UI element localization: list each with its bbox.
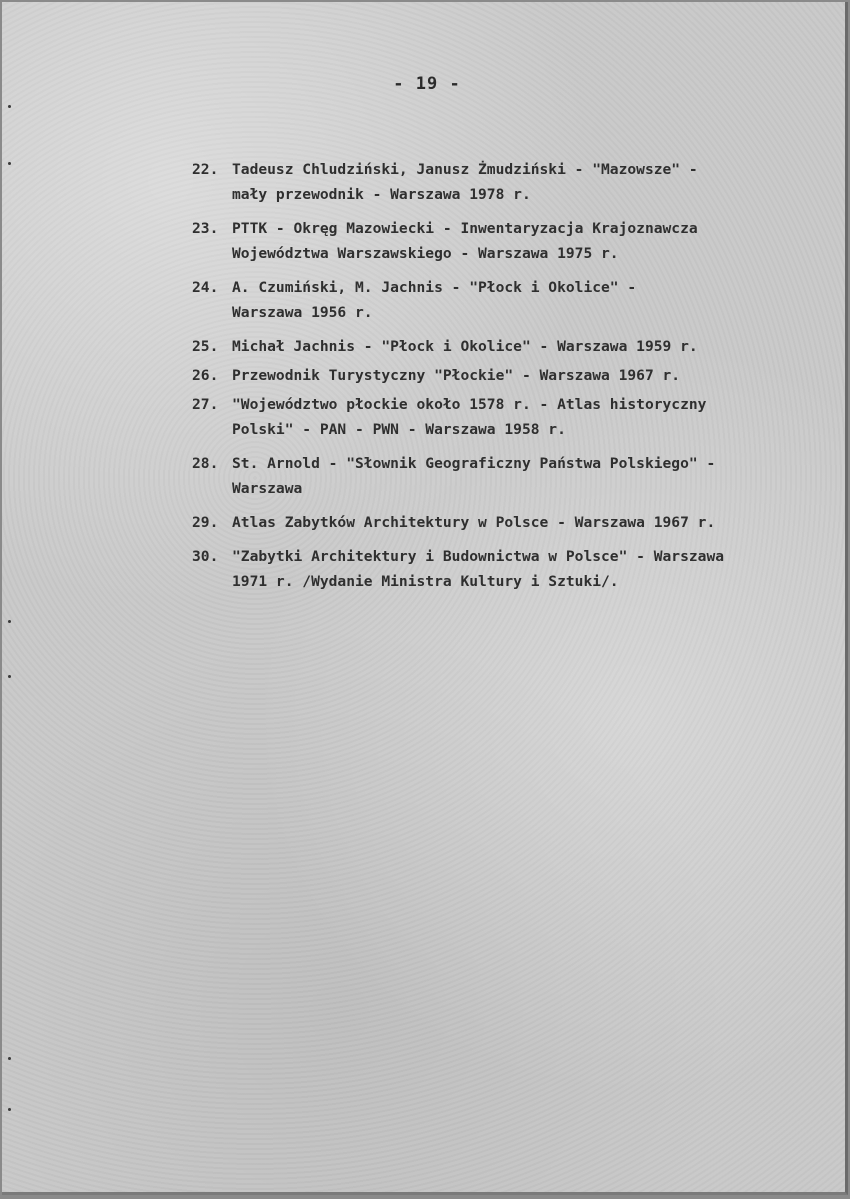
bibliography-entry-29 [192,510,832,535]
page-number: - 19 - [393,74,461,94]
entry-line: Tadeusz Chludziński, Janusz Żmudziński - "Mazowsze" - [232,161,698,178]
bibliography-entry-23 [192,216,832,266]
bibliography-entry-22 [192,157,832,207]
bibliography-entry-28 [192,451,832,501]
entry-line: A. Czumiński, M. Jachnis - "Płock i Okolice" - [232,279,637,296]
entry-line: "Zabytki Architektury i Budownictwa w Polsce" - Warszawa [232,548,725,565]
entry-number: 29. [192,514,219,531]
entry-line: Polski" - PAN - PWN - Warszawa 1958 r. [232,421,566,438]
entry-line: 1971 r. /Wydanie Ministra Kultury i Sztuki/. [232,573,619,590]
margin-mark [8,620,11,623]
entry-number: 27. [192,396,219,413]
entry-line: PTTK - Okręg Mazowiecki - Inwentaryzacja Krajoznawcza [232,220,698,237]
bibliography-entry-25 [192,334,832,359]
bibliography-entry-30 [192,544,832,594]
entry-line: Atlas Zabytków Architektury w Polsce - Warszawa 1967 r. [232,514,716,531]
document-page [2,2,848,1195]
bibliography-entry-26 [192,363,832,388]
bibliography-list [192,157,832,603]
entry-line: St. Arnold - "Słownik Geograficzny Państwa Polskiego" - [232,455,716,472]
margin-mark [8,1057,11,1060]
margin-mark [8,105,11,108]
entry-line: Województwa Warszawskiego - Warszawa 1975 r. [232,245,619,262]
margin-mark [8,1108,11,1111]
entry-number: 30. [192,548,219,565]
entry-line: Przewodnik Turystyczny "Płockie" - Warszawa 1967 r. [232,367,681,384]
bibliography-entry-24 [192,275,832,325]
margin-mark [8,675,11,678]
entry-line: Warszawa [232,480,303,497]
entry-line: Michał Jachnis - "Płock i Okolice" - Warszawa 1959 r. [232,338,698,355]
margin-mark [8,162,11,165]
entry-number: 26. [192,367,219,384]
entry-line: "Województwo płockie około 1578 r. - Atlas historyczny [232,396,707,413]
entry-number: 28. [192,455,219,472]
entry-line: Warszawa 1956 r. [232,304,373,321]
bibliography-entry-27 [192,392,832,442]
entry-number: 23. [192,220,219,237]
entry-line: mały przewodnik - Warszawa 1978 r. [232,186,531,203]
entry-number: 24. [192,279,219,296]
entry-number: 22. [192,161,219,178]
entry-number: 25. [192,338,219,355]
